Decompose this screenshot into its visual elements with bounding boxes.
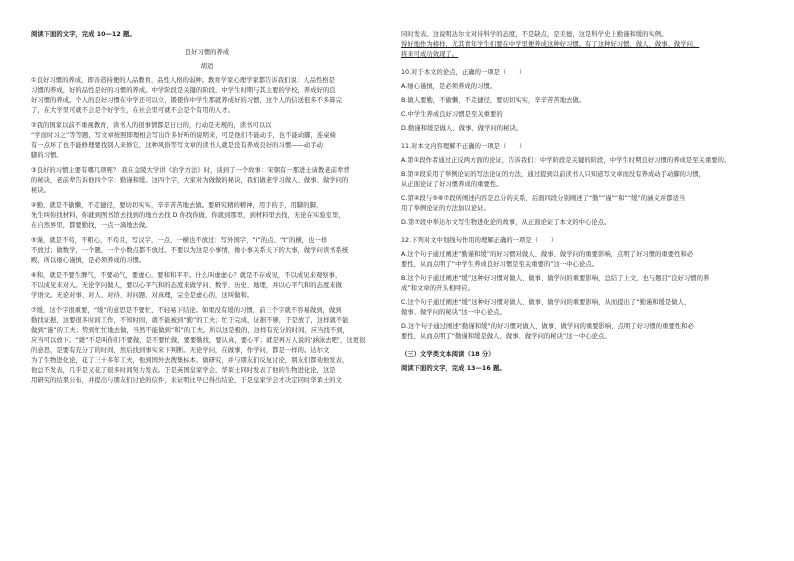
underlined-sentence: 得好地作为榜样，尤其青年学生们要在中学里便养成这种好习惯。有了这种好习惯，做人、做事、做学问， [401, 41, 700, 48]
option-c-line2: 做事、做学问的秘诀”这一中心论点。 [401, 309, 506, 316]
section-heading: （三）文学类文本阅读（18 分） [401, 351, 495, 358]
article-title: 良好习惯的养成 [184, 49, 230, 56]
article-continuation-line: 同时发表。这说明达尔文对待科学的态度，不是缺点，是美德，这是科学史上勤谨和缓的实例。 [401, 31, 668, 38]
left-column [31, 30, 383, 391]
question-stem: 12.下列对文中划线句作用的理解正确的一项是（ ） [401, 237, 558, 244]
option-b: B.做人要勤，不偷懒，不走捷径，要切切实实，辛辛苦苦地去做。 [401, 97, 586, 104]
paragraph-line: ②我的国家以前不重视教育，读书人的很事情都是日日的，行动是无规的，读书可以以 [31, 122, 272, 129]
paragraph-line: 在自然界里，都要勤找，一点一滴地去做。 [31, 222, 152, 229]
article-paragraph [31, 306, 383, 386]
paragraph-line: 了，在大学里可就不会是个好学生，在社会里可就不会是个有用的人才。 [31, 107, 235, 114]
paragraph-line: ①良好习惯的养成，即善造持便的人品教育，品性人格的弱种。教育学家心理学家都告诉我们说：人品性格是 [31, 77, 335, 84]
option-d-line2: 要性，从而点明了“勤谨和缓是做人、做事、做学问的秘诀”这一中心论点。 [401, 333, 611, 340]
question-stem: 11.对本文内容理解不正确的一项是（ ） [401, 143, 526, 150]
option-b-line1: B.这个句子通过阐述“缓”这种好习惯对做人、做事、做学问的重要影响，总结了上文，也与题目“良好习惯的养 [401, 275, 710, 282]
question-12 [401, 236, 767, 342]
paragraph-line: 用研究的结果公布，并提出与朋友们讨论的信件，来证明比早已得出结论，于是皇家学会才决定同时华莱士的文 [31, 377, 342, 384]
paragraph-line: 脚的习惯。 [31, 152, 63, 159]
option-d: D.第⑦段中举达尔文写生物进化论的故事，从正面论证了本文的中心论点。 [401, 219, 611, 226]
paragraph-line: 习惯的养成，好的品性是好的习惯的养成。中学阶段是关键的阶段，中学生时期与其主要的学校，养成好的良 [31, 87, 336, 94]
article-paragraph [31, 121, 383, 161]
option-c: C.中学生养成良好习惯是至关重要的 [401, 111, 503, 118]
option-a: A.第①段作者通过正反两方面的论证，告诉我们：中学阶段是关键的阶段，中学生时期良好习惯的养成是至关重要的。 [401, 157, 731, 164]
paragraph-line: 秘诀。 [31, 187, 51, 194]
option-d-line1: D.这个句子通过阐述“勤谨和缓”的好习惯对做人、做事、做学问的重要影响，点明了好习惯的重要性和必 [401, 323, 694, 330]
reading-instruction: 阅读下面的文字，完成 10—12 题。 [31, 31, 136, 38]
article-paragraph [31, 236, 383, 266]
paragraph-line: “学而时习之”等等题，写文章按照即理相会写出许多好听的说明来，可是他们不能动手，也不能动脚，连桌椅 [31, 132, 336, 139]
option-c-line1: C.第④段与⑤⑥⑦段所阐述内容是总分的关系，后面四段分别阐述了“勤”“谨”“和”“缓”的涵义并都适当 [401, 195, 686, 202]
option-b-line2: 成”和文章的开头相呼应。 [401, 285, 475, 292]
article-paragraph [31, 271, 383, 301]
article-paragraph [31, 166, 383, 196]
paragraph-line: 学语文。无论对事、对人、对待、对问题、对真理，完全是虚心的，这叫做和。 [31, 292, 254, 299]
paragraph-line: 的意思，是要有充分了的时间，然后找到事实来下判断。无论学问，在做事，作学问，都是一样的。达尔文 [31, 347, 330, 354]
paragraph-line: 他总不发表，几乎是又花了很多时间努力发表。于是英国皇家学会，华莱士同时发表了他的生物进化论，这是 [31, 367, 336, 374]
option-b-line2: 从正面论证了好习惯养成的重要性。 [401, 181, 503, 188]
paragraph-line: ④勤，就是不偷懒，不走捷径，要切切实实，辛辛苦苦地去做。要研究精的精神，用手的手，用脚的脚， [31, 202, 323, 209]
article-paragraph [31, 76, 383, 116]
article-closing: 将来可成功效现了。 [401, 51, 459, 58]
paragraph-line: 先生叫你找材料，你就到图书馆去找到的地方去找 D 你找你做，你就到那里，到材料里去找，无论在实验室里， [31, 212, 345, 219]
option-a-line1: A.这个句子通过阐述“勤谨和缓”的好习惯对做人、做事、做学问的重要影响，点明了好习惯的重要性和必 [401, 251, 694, 258]
option-a-line2: 要性，从而点明了“中学生养成良好习惯是至关重要的”这一中心论点。 [401, 261, 599, 268]
article-paragraph [31, 201, 383, 231]
reading-instruction-2: 阅读下面的文字，完成 13—16 题。 [401, 365, 506, 372]
option-c-line1: C.这个句子通过阐述“缓”这种好习惯对做人、做事、做学问的重要影响，从而提出了“勤谨和缓是做人、 [401, 299, 691, 306]
article-body [31, 76, 383, 391]
question-stem: 10.对于本文的论点，正确的一项是（ ） [401, 69, 526, 76]
paragraph-line: 殿，所以细心谨慎，是必须养成的习惯。 [31, 257, 146, 264]
option-d: D.勤谨和缓是做人、做事、做学问的秘诀。 [401, 125, 523, 132]
paragraph-line: 好习惯的养成。个人的良好习惯在中学还可以立，锻使你中学生那就养成好的习惯，这个人的信送很多不多算完 [31, 97, 342, 104]
paragraph-line: ⑦缓，这个字很重要，“缓”的意思是不要忙，不轻易下结论。如果没有缓的习惯，前三个字就不容易做到，做到 [31, 307, 342, 314]
paragraph-line: 做到“谨”的工夫；势到忙忙地去做，当然不能做到“和”的工夫。所以这是极的，这样有充分的时间，应当找不到， [31, 327, 349, 334]
paragraph-line: 的秘诀，老前辈告诉他四个字：勤谨和缓。这四个字，大家对为做做的秘诀，我们做老学习做人、做事、做学问的 [31, 177, 349, 184]
option-b-line1: B.第②段采用了举例论证的写法论证的方法，通过提到以前读书人只知道写文章而没有养成动手动脚的习惯， [401, 171, 706, 178]
paragraph-line: 有一点坏了也不能修理要找别人来修它，这种风俗等写文章的读书人就是没有养成良好的习惯——动手动 [31, 142, 323, 149]
paragraph-line: ⑤谨，就是不苟，不粗心，不苟且，写汉字，一点、一横也不放过：写外国字，“i”的点、“t”的横，也一样 [31, 237, 328, 244]
paragraph-line: 不以成见来对人。无论学问做人，要以心平气和的态度来做学问、数学、历史、地理，并以心平气和的态度来做 [31, 282, 342, 289]
paragraph-line: 为了生物进化论，花了三十多年工夫，他到国外去搜集标本，做研究，并与朋友们反复讨论，朋友们都劝他发表， [31, 357, 349, 364]
paragraph-line: ⑥和，就是不要生脾气，不要动气，要虚心，要和和平平。什么叫虚虚心？就是不存成见，不以成见来观察事， [31, 272, 342, 279]
option-c-line2: 用了举例论证的方法加以论证。 [401, 205, 490, 212]
option-a: A.细心谨慎，是必须养成的习惯。 [401, 83, 497, 90]
question-10 [401, 68, 767, 134]
article-author: 胡适 [200, 63, 214, 70]
paragraph-line: 应当可以放下。“緩”不是叫你们不要做，是不要忙做，要要勤找，要认真，要心平；就是再万人说的‘涵泳去吧’，这更很 [31, 337, 366, 344]
paragraph-line: ③良好的习惯主要有哪几项呢？ 我在金陵大学讲《治学方法》时，谈到了一个故事：宋朝有一那进士请教老前辈背 [31, 167, 350, 174]
paragraph-line: 不放过；做数学，一个题，一个小数点都不放过。不要以为这是小事情，像小事关系天下的大事，做学问读书系统 [31, 247, 349, 254]
right-column [401, 30, 767, 374]
paragraph-line: 勤找证据，这要很多时间工作，不知时间，就不能被到“勤”的工夫；忙于完成，证据不够，于是放了，这样就不能 [31, 317, 349, 324]
question-11 [401, 142, 767, 228]
